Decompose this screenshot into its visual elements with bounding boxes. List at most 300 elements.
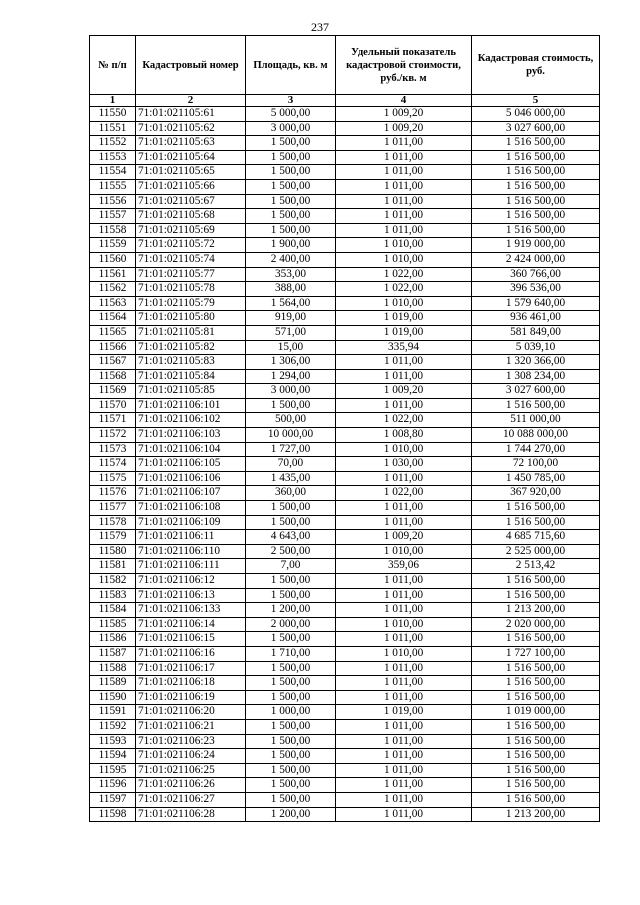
column-number: 1 (90, 95, 136, 107)
specific-value-cell: 1 011,00 (336, 150, 472, 165)
row-index-cell: 11598 (90, 807, 136, 822)
row-index-cell: 11596 (90, 778, 136, 793)
area-cell: 1 306,00 (246, 355, 336, 370)
cadastral-number-cell: 71:01:021106:18 (136, 676, 246, 691)
cadastral-cost-cell: 1 516 500,00 (472, 763, 600, 778)
cadastral-number-cell: 71:01:021106:28 (136, 807, 246, 822)
cadastral-cost-cell: 1 320 366,00 (472, 355, 600, 370)
area-cell: 1 500,00 (246, 690, 336, 705)
cadastral-cost-cell: 1 516 500,00 (472, 588, 600, 603)
area-cell: 3 000,00 (246, 121, 336, 136)
cadastral-number-cell: 71:01:021105:78 (136, 282, 246, 297)
area-cell: 1 500,00 (246, 792, 336, 807)
specific-value-cell: 1 011,00 (336, 719, 472, 734)
row-index-cell: 11582 (90, 574, 136, 589)
row-index-cell: 11592 (90, 719, 136, 734)
cadastral-number-cell: 71:01:021106:105 (136, 457, 246, 472)
area-cell: 1 500,00 (246, 515, 336, 530)
table-header (90, 36, 600, 107)
cadastral-number-cell: 71:01:021106:12 (136, 574, 246, 589)
row-index-cell: 11554 (90, 165, 136, 180)
cadastral-cost-cell: 1 516 500,00 (472, 194, 600, 209)
table-row (90, 413, 600, 428)
row-index-cell: 11591 (90, 705, 136, 720)
cadastral-number-cell: 71:01:021105:74 (136, 252, 246, 267)
cadastral-number-cell: 71:01:021106:15 (136, 632, 246, 647)
table-row (90, 690, 600, 705)
table-row (90, 355, 600, 370)
area-cell: 5 000,00 (246, 107, 336, 122)
row-index-cell: 11571 (90, 413, 136, 428)
area-cell: 1 500,00 (246, 574, 336, 589)
cadastral-number-cell: 71:01:021106:133 (136, 603, 246, 618)
cadastral-cost-cell: 360 766,00 (472, 267, 600, 282)
table-row (90, 792, 600, 807)
row-index-cell: 11577 (90, 501, 136, 516)
cadastral-cost-cell: 1 516 500,00 (472, 501, 600, 516)
specific-value-cell: 1 011,00 (336, 632, 472, 647)
specific-value-cell: 1 011,00 (336, 734, 472, 749)
cadastral-cost-cell: 1 516 500,00 (472, 734, 600, 749)
specific-value-cell: 1 010,00 (336, 617, 472, 632)
cadastral-cost-cell: 1 516 500,00 (472, 778, 600, 793)
area-cell: 4 643,00 (246, 530, 336, 545)
table-row (90, 574, 600, 589)
cadastral-number-cell: 71:01:021106:25 (136, 763, 246, 778)
area-cell: 1 294,00 (246, 369, 336, 384)
cadastral-cost-cell: 1 579 640,00 (472, 296, 600, 311)
cadastral-number-cell: 71:01:021105:83 (136, 355, 246, 370)
area-cell: 70,00 (246, 457, 336, 472)
area-cell: 1 500,00 (246, 223, 336, 238)
row-index-cell: 11560 (90, 252, 136, 267)
area-cell: 1 500,00 (246, 749, 336, 764)
specific-value-cell: 1 019,00 (336, 311, 472, 326)
cadastral-number-cell: 71:01:021106:21 (136, 719, 246, 734)
specific-value-cell: 1 030,00 (336, 457, 472, 472)
specific-value-cell: 1 009,20 (336, 530, 472, 545)
specific-value-cell: 1 022,00 (336, 282, 472, 297)
cadastral-number-cell: 71:01:021106:14 (136, 617, 246, 632)
cadastral-cost-cell: 1 744 270,00 (472, 442, 600, 457)
column-number: 3 (246, 95, 336, 107)
area-cell: 1 500,00 (246, 165, 336, 180)
table-row (90, 165, 600, 180)
row-index-cell: 11574 (90, 457, 136, 472)
row-index-cell: 11556 (90, 194, 136, 209)
cadastral-number-cell: 71:01:021106:27 (136, 792, 246, 807)
cadastral-number-cell: 71:01:021106:108 (136, 501, 246, 516)
table-row (90, 632, 600, 647)
area-cell: 1 500,00 (246, 398, 336, 413)
specific-value-cell: 1 019,00 (336, 325, 472, 340)
cadastral-number-cell: 71:01:021105:82 (136, 340, 246, 355)
specific-value-cell: 1 009,20 (336, 121, 472, 136)
row-index-cell: 11552 (90, 136, 136, 151)
specific-value-cell: 1 022,00 (336, 413, 472, 428)
cadastral-number-cell: 71:01:021106:19 (136, 690, 246, 705)
area-cell: 1 500,00 (246, 209, 336, 224)
specific-value-cell: 1 011,00 (336, 369, 472, 384)
table-row (90, 121, 600, 136)
table-row (90, 150, 600, 165)
area-cell: 1 500,00 (246, 194, 336, 209)
table-row (90, 646, 600, 661)
cadastral-number-cell: 71:01:021105:72 (136, 238, 246, 253)
cadastral-cost-cell: 1 450 785,00 (472, 471, 600, 486)
specific-value-cell: 335,94 (336, 340, 472, 355)
table-row (90, 223, 600, 238)
specific-value-cell: 1 011,00 (336, 471, 472, 486)
cadastral-cost-cell: 1 727 100,00 (472, 646, 600, 661)
specific-value-cell: 1 011,00 (336, 223, 472, 238)
row-index-cell: 11589 (90, 676, 136, 691)
cadastral-number-cell: 71:01:021106:106 (136, 471, 246, 486)
area-cell: 1 500,00 (246, 588, 336, 603)
cadastral-cost-cell: 1 516 500,00 (472, 150, 600, 165)
cadastral-number-cell: 71:01:021105:61 (136, 107, 246, 122)
cadastral-number-cell: 71:01:021106:16 (136, 646, 246, 661)
table-row (90, 603, 600, 618)
column-number: 5 (472, 95, 600, 107)
specific-value-cell: 1 011,00 (336, 209, 472, 224)
specific-value-cell: 1 010,00 (336, 442, 472, 457)
cadastral-number-cell: 71:01:021105:67 (136, 194, 246, 209)
table-row (90, 428, 600, 443)
table-row (90, 559, 600, 574)
cadastral-number-cell: 71:01:021105:66 (136, 179, 246, 194)
header-area: Площадь, кв. м (246, 36, 336, 95)
row-index-cell: 11569 (90, 384, 136, 399)
column-number: 4 (336, 95, 472, 107)
table-row (90, 267, 600, 282)
table-row (90, 676, 600, 691)
cadastral-number-cell: 71:01:021106:103 (136, 428, 246, 443)
specific-value-cell: 1 011,00 (336, 763, 472, 778)
specific-value-cell: 359,06 (336, 559, 472, 574)
table-row (90, 238, 600, 253)
cadastral-number-cell: 71:01:021105:62 (136, 121, 246, 136)
cadastral-number-cell: 71:01:021106:111 (136, 559, 246, 574)
specific-value-cell: 1 022,00 (336, 486, 472, 501)
cadastral-cost-cell: 1 516 500,00 (472, 749, 600, 764)
cadastral-number-cell: 71:01:021105:68 (136, 209, 246, 224)
table-row (90, 311, 600, 326)
specific-value-cell: 1 009,20 (336, 107, 472, 122)
cadastral-cost-cell: 1 516 500,00 (472, 136, 600, 151)
row-index-cell: 11581 (90, 559, 136, 574)
table-row (90, 282, 600, 297)
specific-value-cell: 1 010,00 (336, 544, 472, 559)
cadastral-cost-cell: 2 513,42 (472, 559, 600, 574)
row-index-cell: 11575 (90, 471, 136, 486)
cadastral-cost-cell: 1 919 000,00 (472, 238, 600, 253)
cadastral-cost-cell: 1 213 200,00 (472, 603, 600, 618)
table-row (90, 515, 600, 530)
table-row (90, 136, 600, 151)
cadastral-cost-cell: 1 516 500,00 (472, 661, 600, 676)
row-index-cell: 11593 (90, 734, 136, 749)
specific-value-cell: 1 011,00 (336, 398, 472, 413)
cadastral-cost-cell: 1 019 000,00 (472, 705, 600, 720)
specific-value-cell: 1 011,00 (336, 501, 472, 516)
page-number: 237 (311, 20, 329, 34)
table-row (90, 486, 600, 501)
cadastral-cost-cell: 4 685 715,60 (472, 530, 600, 545)
area-cell: 2 500,00 (246, 544, 336, 559)
row-index-cell: 11566 (90, 340, 136, 355)
cadastral-cost-cell: 1 516 500,00 (472, 223, 600, 238)
specific-value-cell: 1 008,80 (336, 428, 472, 443)
row-index-cell: 11555 (90, 179, 136, 194)
cadastral-cost-cell: 3 027 600,00 (472, 384, 600, 399)
row-index-cell: 11565 (90, 325, 136, 340)
specific-value-cell: 1 009,20 (336, 384, 472, 399)
cadastral-cost-cell: 5 046 000,00 (472, 107, 600, 122)
row-index-cell: 11573 (90, 442, 136, 457)
area-cell: 1 500,00 (246, 179, 336, 194)
row-index-cell: 11587 (90, 646, 136, 661)
row-index-cell: 11576 (90, 486, 136, 501)
area-cell: 1 500,00 (246, 778, 336, 793)
cadastral-cost-cell: 10 088 000,00 (472, 428, 600, 443)
cadastral-cost-cell: 1 516 500,00 (472, 398, 600, 413)
row-index-cell: 11586 (90, 632, 136, 647)
table-row (90, 807, 600, 822)
cadastral-cost-cell: 1 516 500,00 (472, 792, 600, 807)
table-row (90, 252, 600, 267)
area-cell: 571,00 (246, 325, 336, 340)
table-row (90, 588, 600, 603)
cadastral-cost-cell: 1 516 500,00 (472, 165, 600, 180)
cadastral-cost-cell: 1 213 200,00 (472, 807, 600, 822)
cadastral-number-cell: 71:01:021106:20 (136, 705, 246, 720)
specific-value-cell: 1 011,00 (336, 778, 472, 793)
specific-value-cell: 1 010,00 (336, 252, 472, 267)
table-row (90, 107, 600, 122)
column-number: 2 (136, 95, 246, 107)
cadastral-number-cell: 71:01:021106:101 (136, 398, 246, 413)
table-row (90, 778, 600, 793)
specific-value-cell: 1 011,00 (336, 690, 472, 705)
area-cell: 1 710,00 (246, 646, 336, 661)
area-cell: 1 200,00 (246, 807, 336, 822)
cadastral-number-cell: 71:01:021105:85 (136, 384, 246, 399)
row-index-cell: 11562 (90, 282, 136, 297)
specific-value-cell: 1 011,00 (336, 574, 472, 589)
table-row (90, 369, 600, 384)
row-index-cell: 11579 (90, 530, 136, 545)
cadastral-cost-cell: 1 308 234,00 (472, 369, 600, 384)
table-row (90, 471, 600, 486)
cadastral-number-cell: 71:01:021106:24 (136, 749, 246, 764)
cadastral-cost-cell: 1 516 500,00 (472, 179, 600, 194)
area-cell: 1 435,00 (246, 471, 336, 486)
area-cell: 1 500,00 (246, 136, 336, 151)
cadastral-cost-cell: 1 516 500,00 (472, 690, 600, 705)
cadastral-number-cell: 71:01:021106:109 (136, 515, 246, 530)
table-row (90, 442, 600, 457)
cadastral-cost-cell: 581 849,00 (472, 325, 600, 340)
row-index-cell: 11558 (90, 223, 136, 238)
specific-value-cell: 1 011,00 (336, 194, 472, 209)
table-row (90, 705, 600, 720)
cadastral-cost-cell: 1 516 500,00 (472, 515, 600, 530)
specific-value-cell: 1 011,00 (336, 355, 472, 370)
area-cell: 1 500,00 (246, 719, 336, 734)
cadastral-number-cell: 71:01:021106:11 (136, 530, 246, 545)
table-row (90, 398, 600, 413)
table-row (90, 194, 600, 209)
area-cell: 1 500,00 (246, 150, 336, 165)
cadastral-cost-cell: 3 027 600,00 (472, 121, 600, 136)
cadastral-cost-cell: 72 100,00 (472, 457, 600, 472)
row-index-cell: 11578 (90, 515, 136, 530)
header-index: № п/п (90, 36, 136, 95)
cadastral-number-cell: 71:01:021105:84 (136, 369, 246, 384)
row-index-cell: 11564 (90, 311, 136, 326)
row-index-cell: 11561 (90, 267, 136, 282)
table-row (90, 763, 600, 778)
row-index-cell: 11583 (90, 588, 136, 603)
specific-value-cell: 1 011,00 (336, 588, 472, 603)
cadastral-number-cell: 71:01:021106:104 (136, 442, 246, 457)
cadastral-number-cell: 71:01:021105:81 (136, 325, 246, 340)
table-body (90, 107, 600, 822)
specific-value-cell: 1 011,00 (336, 515, 472, 530)
table-row (90, 501, 600, 516)
cadastral-number-cell: 71:01:021105:64 (136, 150, 246, 165)
area-cell: 15,00 (246, 340, 336, 355)
specific-value-cell: 1 010,00 (336, 646, 472, 661)
cadastral-number-cell: 71:01:021106:110 (136, 544, 246, 559)
table-row (90, 661, 600, 676)
cadastral-cost-cell: 396 536,00 (472, 282, 600, 297)
header-specific-value: Удельный показатель кадастровой стоимости, руб./кв. м (336, 36, 472, 95)
specific-value-cell: 1 011,00 (336, 749, 472, 764)
area-cell: 1 200,00 (246, 603, 336, 618)
row-index-cell: 11570 (90, 398, 136, 413)
table-row (90, 209, 600, 224)
column-number-row (90, 95, 600, 107)
table-row (90, 179, 600, 194)
area-cell: 2 400,00 (246, 252, 336, 267)
header-row (90, 36, 600, 95)
specific-value-cell: 1 011,00 (336, 603, 472, 618)
area-cell: 1 500,00 (246, 676, 336, 691)
area-cell: 1 000,00 (246, 705, 336, 720)
cadastral-cost-cell: 1 516 500,00 (472, 632, 600, 647)
cadastral-cost-cell: 367 920,00 (472, 486, 600, 501)
cadastral-number-cell: 71:01:021105:79 (136, 296, 246, 311)
row-index-cell: 11580 (90, 544, 136, 559)
table-row (90, 530, 600, 545)
row-index-cell: 11559 (90, 238, 136, 253)
table-row (90, 544, 600, 559)
table-row (90, 617, 600, 632)
specific-value-cell: 1 011,00 (336, 792, 472, 807)
area-cell: 10 000,00 (246, 428, 336, 443)
area-cell: 360,00 (246, 486, 336, 501)
cadastral-table (89, 35, 600, 822)
table-row (90, 325, 600, 340)
area-cell: 3 000,00 (246, 384, 336, 399)
area-cell: 1 500,00 (246, 501, 336, 516)
row-index-cell: 11550 (90, 107, 136, 122)
cadastral-cost-cell: 5 039,10 (472, 340, 600, 355)
table-row (90, 734, 600, 749)
area-cell: 1 500,00 (246, 734, 336, 749)
row-index-cell: 11590 (90, 690, 136, 705)
row-index-cell: 11567 (90, 355, 136, 370)
cadastral-number-cell: 71:01:021105:69 (136, 223, 246, 238)
row-index-cell: 11568 (90, 369, 136, 384)
area-cell: 1 500,00 (246, 632, 336, 647)
row-index-cell: 11597 (90, 792, 136, 807)
area-cell: 500,00 (246, 413, 336, 428)
cadastral-cost-cell: 1 516 500,00 (472, 719, 600, 734)
specific-value-cell: 1 022,00 (336, 267, 472, 282)
table-row (90, 457, 600, 472)
row-index-cell: 11584 (90, 603, 136, 618)
cadastral-number-cell: 71:01:021105:63 (136, 136, 246, 151)
cadastral-cost-cell: 1 516 500,00 (472, 209, 600, 224)
cadastral-number-cell: 71:01:021106:102 (136, 413, 246, 428)
cadastral-number-cell: 71:01:021105:77 (136, 267, 246, 282)
specific-value-cell: 1 010,00 (336, 238, 472, 253)
area-cell: 919,00 (246, 311, 336, 326)
cadastral-cost-cell: 1 516 500,00 (472, 574, 600, 589)
table-row (90, 296, 600, 311)
area-cell: 1 500,00 (246, 661, 336, 676)
area-cell: 2 000,00 (246, 617, 336, 632)
row-index-cell: 11553 (90, 150, 136, 165)
specific-value-cell: 1 011,00 (336, 807, 472, 822)
row-index-cell: 11595 (90, 763, 136, 778)
row-index-cell: 11594 (90, 749, 136, 764)
row-index-cell: 11551 (90, 121, 136, 136)
cadastral-number-cell: 71:01:021105:65 (136, 165, 246, 180)
cadastral-cost-cell: 2 525 000,00 (472, 544, 600, 559)
area-cell: 388,00 (246, 282, 336, 297)
specific-value-cell: 1 011,00 (336, 165, 472, 180)
cadastral-cost-cell: 2 020 000,00 (472, 617, 600, 632)
specific-value-cell: 1 010,00 (336, 296, 472, 311)
specific-value-cell: 1 011,00 (336, 661, 472, 676)
cadastral-cost-cell: 936 461,00 (472, 311, 600, 326)
specific-value-cell: 1 019,00 (336, 705, 472, 720)
area-cell: 1 727,00 (246, 442, 336, 457)
cadastral-number-cell: 71:01:021106:13 (136, 588, 246, 603)
row-index-cell: 11563 (90, 296, 136, 311)
header-cadastral-number: Кадастровый номер (136, 36, 246, 95)
cadastral-cost-cell: 511 000,00 (472, 413, 600, 428)
specific-value-cell: 1 011,00 (336, 179, 472, 194)
cadastral-cost-cell: 1 516 500,00 (472, 676, 600, 691)
cadastral-number-cell: 71:01:021106:17 (136, 661, 246, 676)
cadastral-number-cell: 71:01:021106:26 (136, 778, 246, 793)
table-row (90, 384, 600, 399)
row-index-cell: 11585 (90, 617, 136, 632)
table-row (90, 719, 600, 734)
area-cell: 7,00 (246, 559, 336, 574)
cadastral-number-cell: 71:01:021105:80 (136, 311, 246, 326)
table-row (90, 749, 600, 764)
cadastral-cost-cell: 2 424 000,00 (472, 252, 600, 267)
row-index-cell: 11588 (90, 661, 136, 676)
cadastral-number-cell: 71:01:021106:107 (136, 486, 246, 501)
row-index-cell: 11572 (90, 428, 136, 443)
